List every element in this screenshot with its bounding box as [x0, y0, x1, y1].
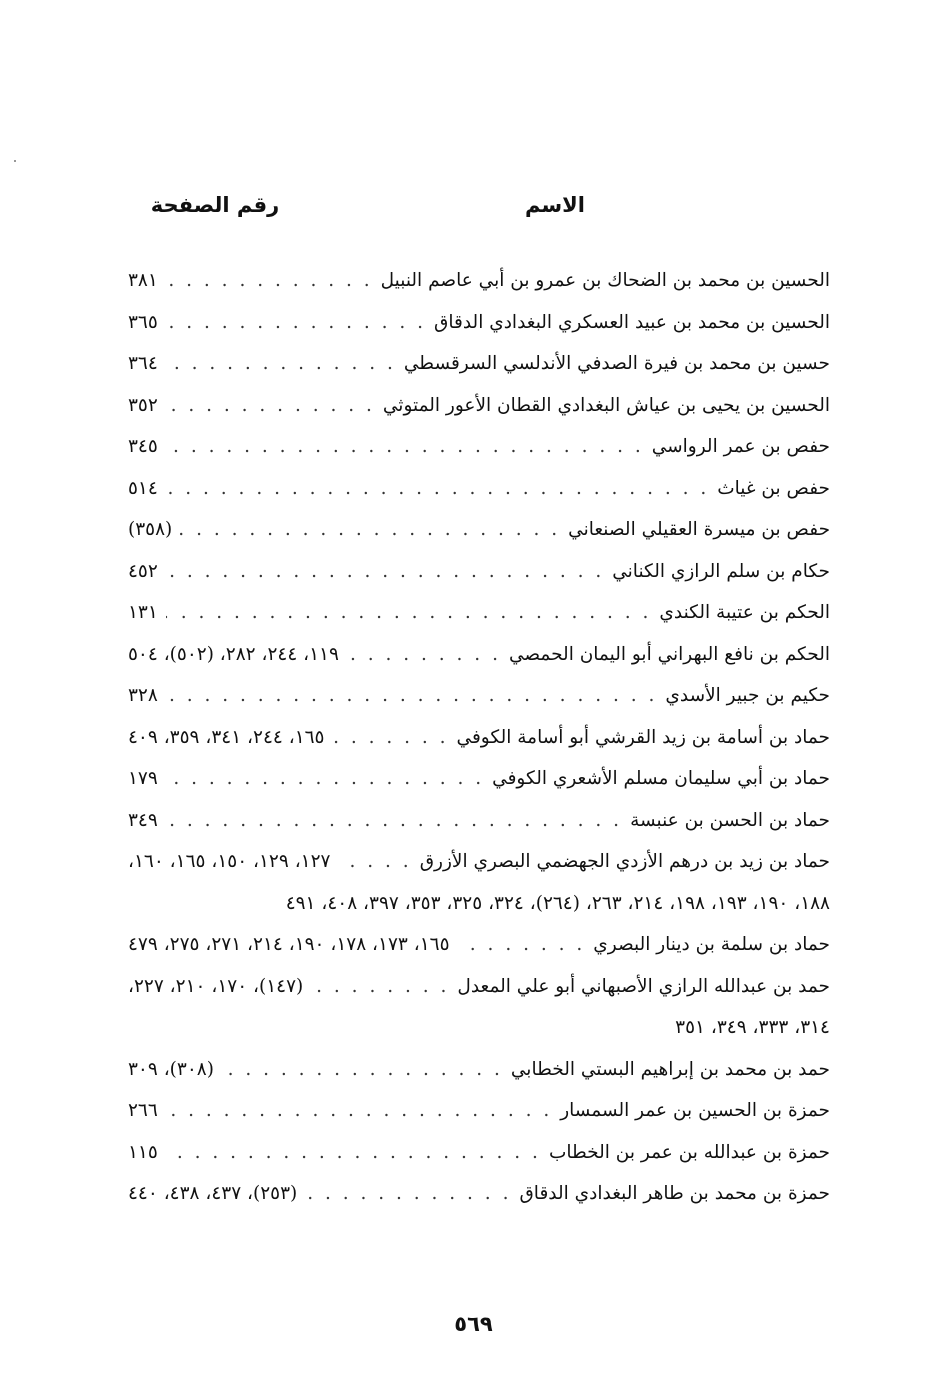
- entry-pages: ٣١٤، ٣٣٣، ٣٤٩، ٣٥١: [675, 1017, 830, 1039]
- dot-leader: [166, 312, 426, 333]
- index-entry: [120, 1132, 830, 1174]
- index-entry: [120, 634, 830, 676]
- dot-leader: [166, 1142, 541, 1163]
- index-entry: [120, 302, 830, 344]
- entry-name: حسين بن محمد بن فيرة الصدفي الأندلسي السرقسطي: [403, 353, 830, 375]
- entry-pages: ٣٦٥: [128, 311, 158, 333]
- entry-pages: (١٤٧)، ١٧٠، ٢١٠، ٢٢٧،: [128, 975, 304, 997]
- entry-name: حمزة بن الحسين بن عمر السمسار: [560, 1100, 830, 1122]
- entry-pages: (٢٥٣)، ٤٣٧، ٤٣٨، ٤٤٠: [128, 1183, 298, 1205]
- entry-name: حكيم بن جبير الأسدي: [665, 685, 830, 707]
- dot-leader: [166, 436, 644, 457]
- index-entry-continuation: [120, 1007, 830, 1049]
- entry-name: حماد بن أبي سليمان مسلم الأشعري الكوفي: [492, 768, 830, 790]
- dot-leader: [166, 270, 373, 291]
- entry-name: الحكم بن عتيبة الكندي: [659, 602, 830, 624]
- entry-name: حمزة بن محمد بن طاهر البغدادي الدقاق: [519, 1183, 830, 1205]
- entry-name: حمد بن عبدالله الرازي الأصبهاني أبو علي المعدل: [457, 975, 830, 997]
- entry-pages: ١٨٨، ١٩٠، ١٩٣، ١٩٨، ٢١٤، ٢٦٣، (٢٦٤)، ٣٢٤، ٣٢٥، ٣٥٣، ٣٩٧، ٤٠٨، ٤٩١: [285, 892, 830, 914]
- dot-leader: [166, 602, 652, 623]
- dot-leader: [180, 519, 560, 540]
- entry-pages: ٣٢٨: [128, 685, 158, 707]
- scan-speck: [14, 160, 16, 162]
- dot-leader: [166, 353, 396, 374]
- index-entry: [120, 675, 830, 717]
- entry-pages: ١٦٥، ٢٤٤، ٣٤١، ٣٥٩، ٤٠٩: [128, 726, 325, 748]
- entry-pages: ٣٤٥: [128, 436, 158, 458]
- index-entry: [120, 1049, 830, 1091]
- dot-leader: [166, 478, 709, 499]
- index-entry: [120, 426, 830, 468]
- entry-pages: ١٣١: [128, 602, 158, 624]
- dot-leader: [166, 685, 658, 706]
- dot-leader: [166, 768, 484, 789]
- entry-name: حمزة بن عبدالله بن عمر بن الخطاب: [548, 1141, 830, 1163]
- entry-name: حماد بن سلمة بن دينار البصري: [593, 934, 830, 956]
- dot-leader: [166, 395, 375, 416]
- index-entry: [120, 509, 830, 551]
- entry-pages: ١٢٧، ١٢٩، ١٥٠، ١٦٥، ١٦٠،: [128, 851, 331, 873]
- dot-leader: [166, 1100, 552, 1121]
- entry-pages: ٣٥٢: [128, 394, 158, 416]
- name-column-header: الاسم: [525, 193, 585, 217]
- index-entry-continuation: [120, 883, 830, 925]
- entry-name: حفص بن عمر الرواسي: [651, 436, 830, 458]
- entry-pages: (٣٠٨)، ٣٠٩: [128, 1058, 214, 1080]
- index-entry: [120, 592, 830, 634]
- dot-leader: [311, 976, 449, 997]
- dot-leader: [166, 561, 604, 582]
- dot-leader: [166, 810, 622, 831]
- entry-name: حماد بن أسامة بن زيد القرشي أبو أسامة الكوفي: [456, 726, 830, 748]
- dot-leader: [305, 1183, 511, 1204]
- entry-pages: ٣٤٩: [128, 809, 158, 831]
- entry-pages: ٢٦٦: [128, 1100, 158, 1122]
- entry-name: حماد بن الحسن بن عنبسة: [630, 809, 830, 831]
- entry-pages: ١١٥: [128, 1141, 158, 1163]
- entry-pages: ١٦٥، ١٧٣، ١٧٨، ١٩٠، ٢١٤، ٢٧١، ٢٧٥، ٤٧٩: [128, 934, 450, 956]
- entry-pages: ٤٥٢: [128, 560, 158, 582]
- index-entry: [120, 924, 830, 966]
- index-entry: [120, 260, 830, 302]
- entry-pages: ١٧٩: [128, 768, 158, 790]
- entry-name: الحكم بن نافع البهراني أبو اليمان الحمصي: [508, 643, 830, 665]
- entry-name: الحسين بن يحيى بن عياش البغدادي القطان الأعور المتوثي: [382, 394, 830, 416]
- index-entry: [120, 1173, 830, 1215]
- dot-leader: [222, 1059, 503, 1080]
- dot-leader: [338, 851, 411, 872]
- dot-leader: [347, 644, 501, 665]
- entry-pages: ٥١٤: [128, 477, 158, 499]
- entry-pages: ٣٨١: [128, 270, 158, 292]
- entry-name: حفص بن غياث: [717, 477, 830, 499]
- entry-name: حماد بن زيد بن درهم الأزدي الجهضمي البصري الأزرق: [419, 851, 830, 873]
- page-number: ٥٦٩: [454, 1312, 493, 1336]
- index-entry: [120, 551, 830, 593]
- index-entry: [120, 1090, 830, 1132]
- index-entry: [120, 966, 830, 1008]
- page-column-header: رقم الصفحة: [150, 193, 280, 217]
- dot-leader: [458, 934, 586, 955]
- index-entry: [120, 800, 830, 842]
- entry-name: حكام بن سلم الرازي الكناني: [612, 560, 830, 582]
- dot-leader: [333, 727, 449, 748]
- index-entries: [120, 260, 830, 1215]
- entry-name: حفص بن ميسرة العقيلي الصنعاني: [568, 519, 830, 541]
- index-entry: [120, 717, 830, 759]
- entry-name: الحسين بن محمد بن عبيد العسكري البغدادي الدقاق: [434, 311, 830, 333]
- index-entry: [120, 343, 830, 385]
- entry-pages: (٣٥٨): [128, 519, 173, 541]
- index-entry: [120, 758, 830, 800]
- entry-pages: ١١٩، ٢٤٤، ٢٨٢، (٥٠٢)، ٥٠٤: [128, 643, 339, 665]
- index-entry: [120, 841, 830, 883]
- entry-name: حمد بن محمد بن إبراهيم البستي الخطابي: [510, 1058, 830, 1080]
- index-entry: [120, 385, 830, 427]
- index-entry: [120, 468, 830, 510]
- entry-pages: ٣٦٤: [128, 353, 158, 375]
- entry-name: الحسين بن محمد بن الضحاك بن عمرو بن أبي عاصم النبيل: [380, 270, 830, 292]
